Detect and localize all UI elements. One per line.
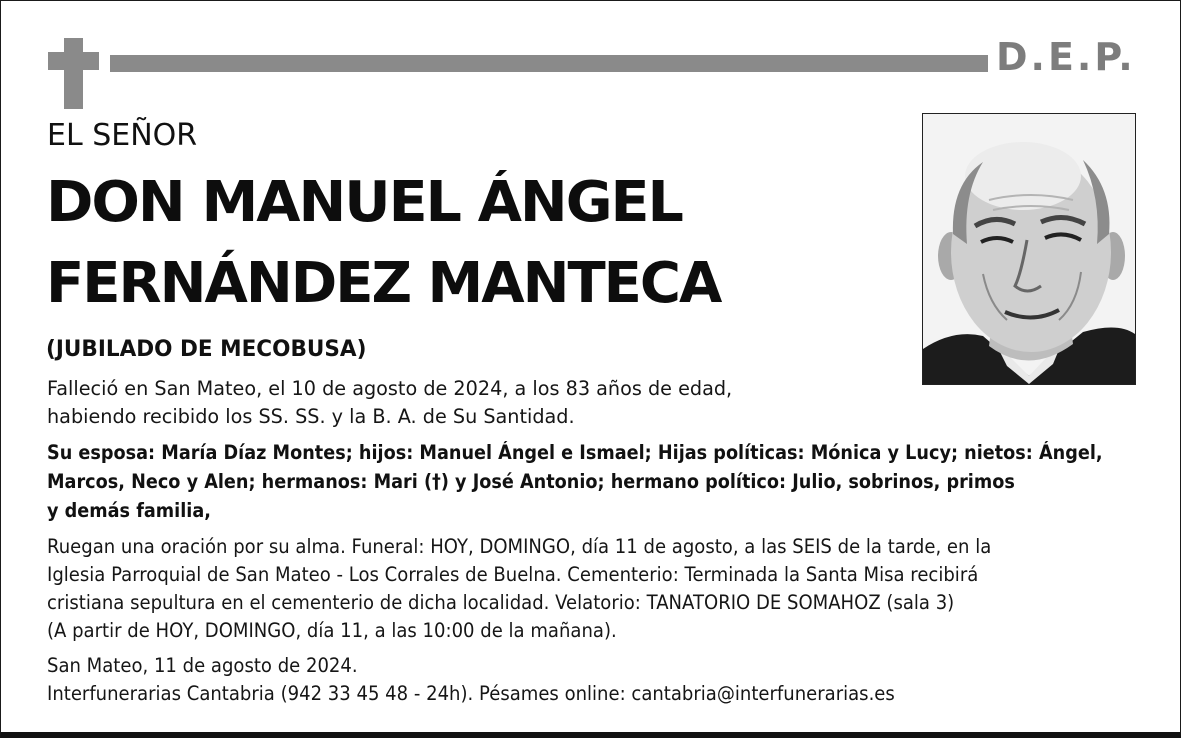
service-line: Iglesia Parroquial de San Mateo - Los Corrales de Buelna. Cementerio: Terminada la Santa Misa recibirá [47,563,979,586]
death-line: habiendo recibido los SS. SS. y la B. A. de Su Santidad. [47,405,575,428]
funeral-home-line: Interfunerarias Cantabria (942 33 45 48 - 24h). Pésames online: cantabria@interfunerarias.es [47,682,895,705]
title-prefix: EL SEÑOR [47,118,198,153]
occupation: (JUBILADO DE MECOBUSA) [46,337,367,362]
deceased-name-line1: DON MANUEL ÁNGEL [46,170,682,235]
service-line: Ruegan una oración por su alma. Funeral: HOY, DOMINGO, día 11 de agosto, a las SEIS de la tarde, en la [47,535,992,558]
family-line: y demás familia, [47,499,211,522]
service-line: cristiana sepultura en el cementerio de dicha localidad. Velatorio: TANATORIO DE SOMAHOZ (sala 3) [47,591,955,614]
portrait-illustration [923,114,1135,384]
cross-horizontal-bar [48,52,99,70]
family-line: Marcos, Neco y Alen; hermanos: Mari (†) y José Antonio; hermano político: Julio, sobrinos, primos [47,470,1015,493]
service-line: (A partir de HOY, DOMINGO, día 11, a las 10:00 de la mañana). [47,619,617,642]
deceased-name-line2: FERNÁNDEZ MANTECA [46,251,721,316]
death-line: Falleció en San Mateo, el 10 de agosto de 2024, a los 83 años de edad, [47,377,733,400]
cross-vertical-bar [64,38,83,109]
family-line: Su esposa: María Díaz Montes; hijos: Manuel Ángel e Ismael; Hijas políticas: Mónica y Lucy; nietos: Ángel, [47,441,1103,464]
closing-line: San Mateo, 11 de agosto de 2024. [47,654,358,677]
dep-label: D.E.P. [996,35,1136,79]
portrait-photo [922,113,1136,385]
header-rule [110,55,988,72]
